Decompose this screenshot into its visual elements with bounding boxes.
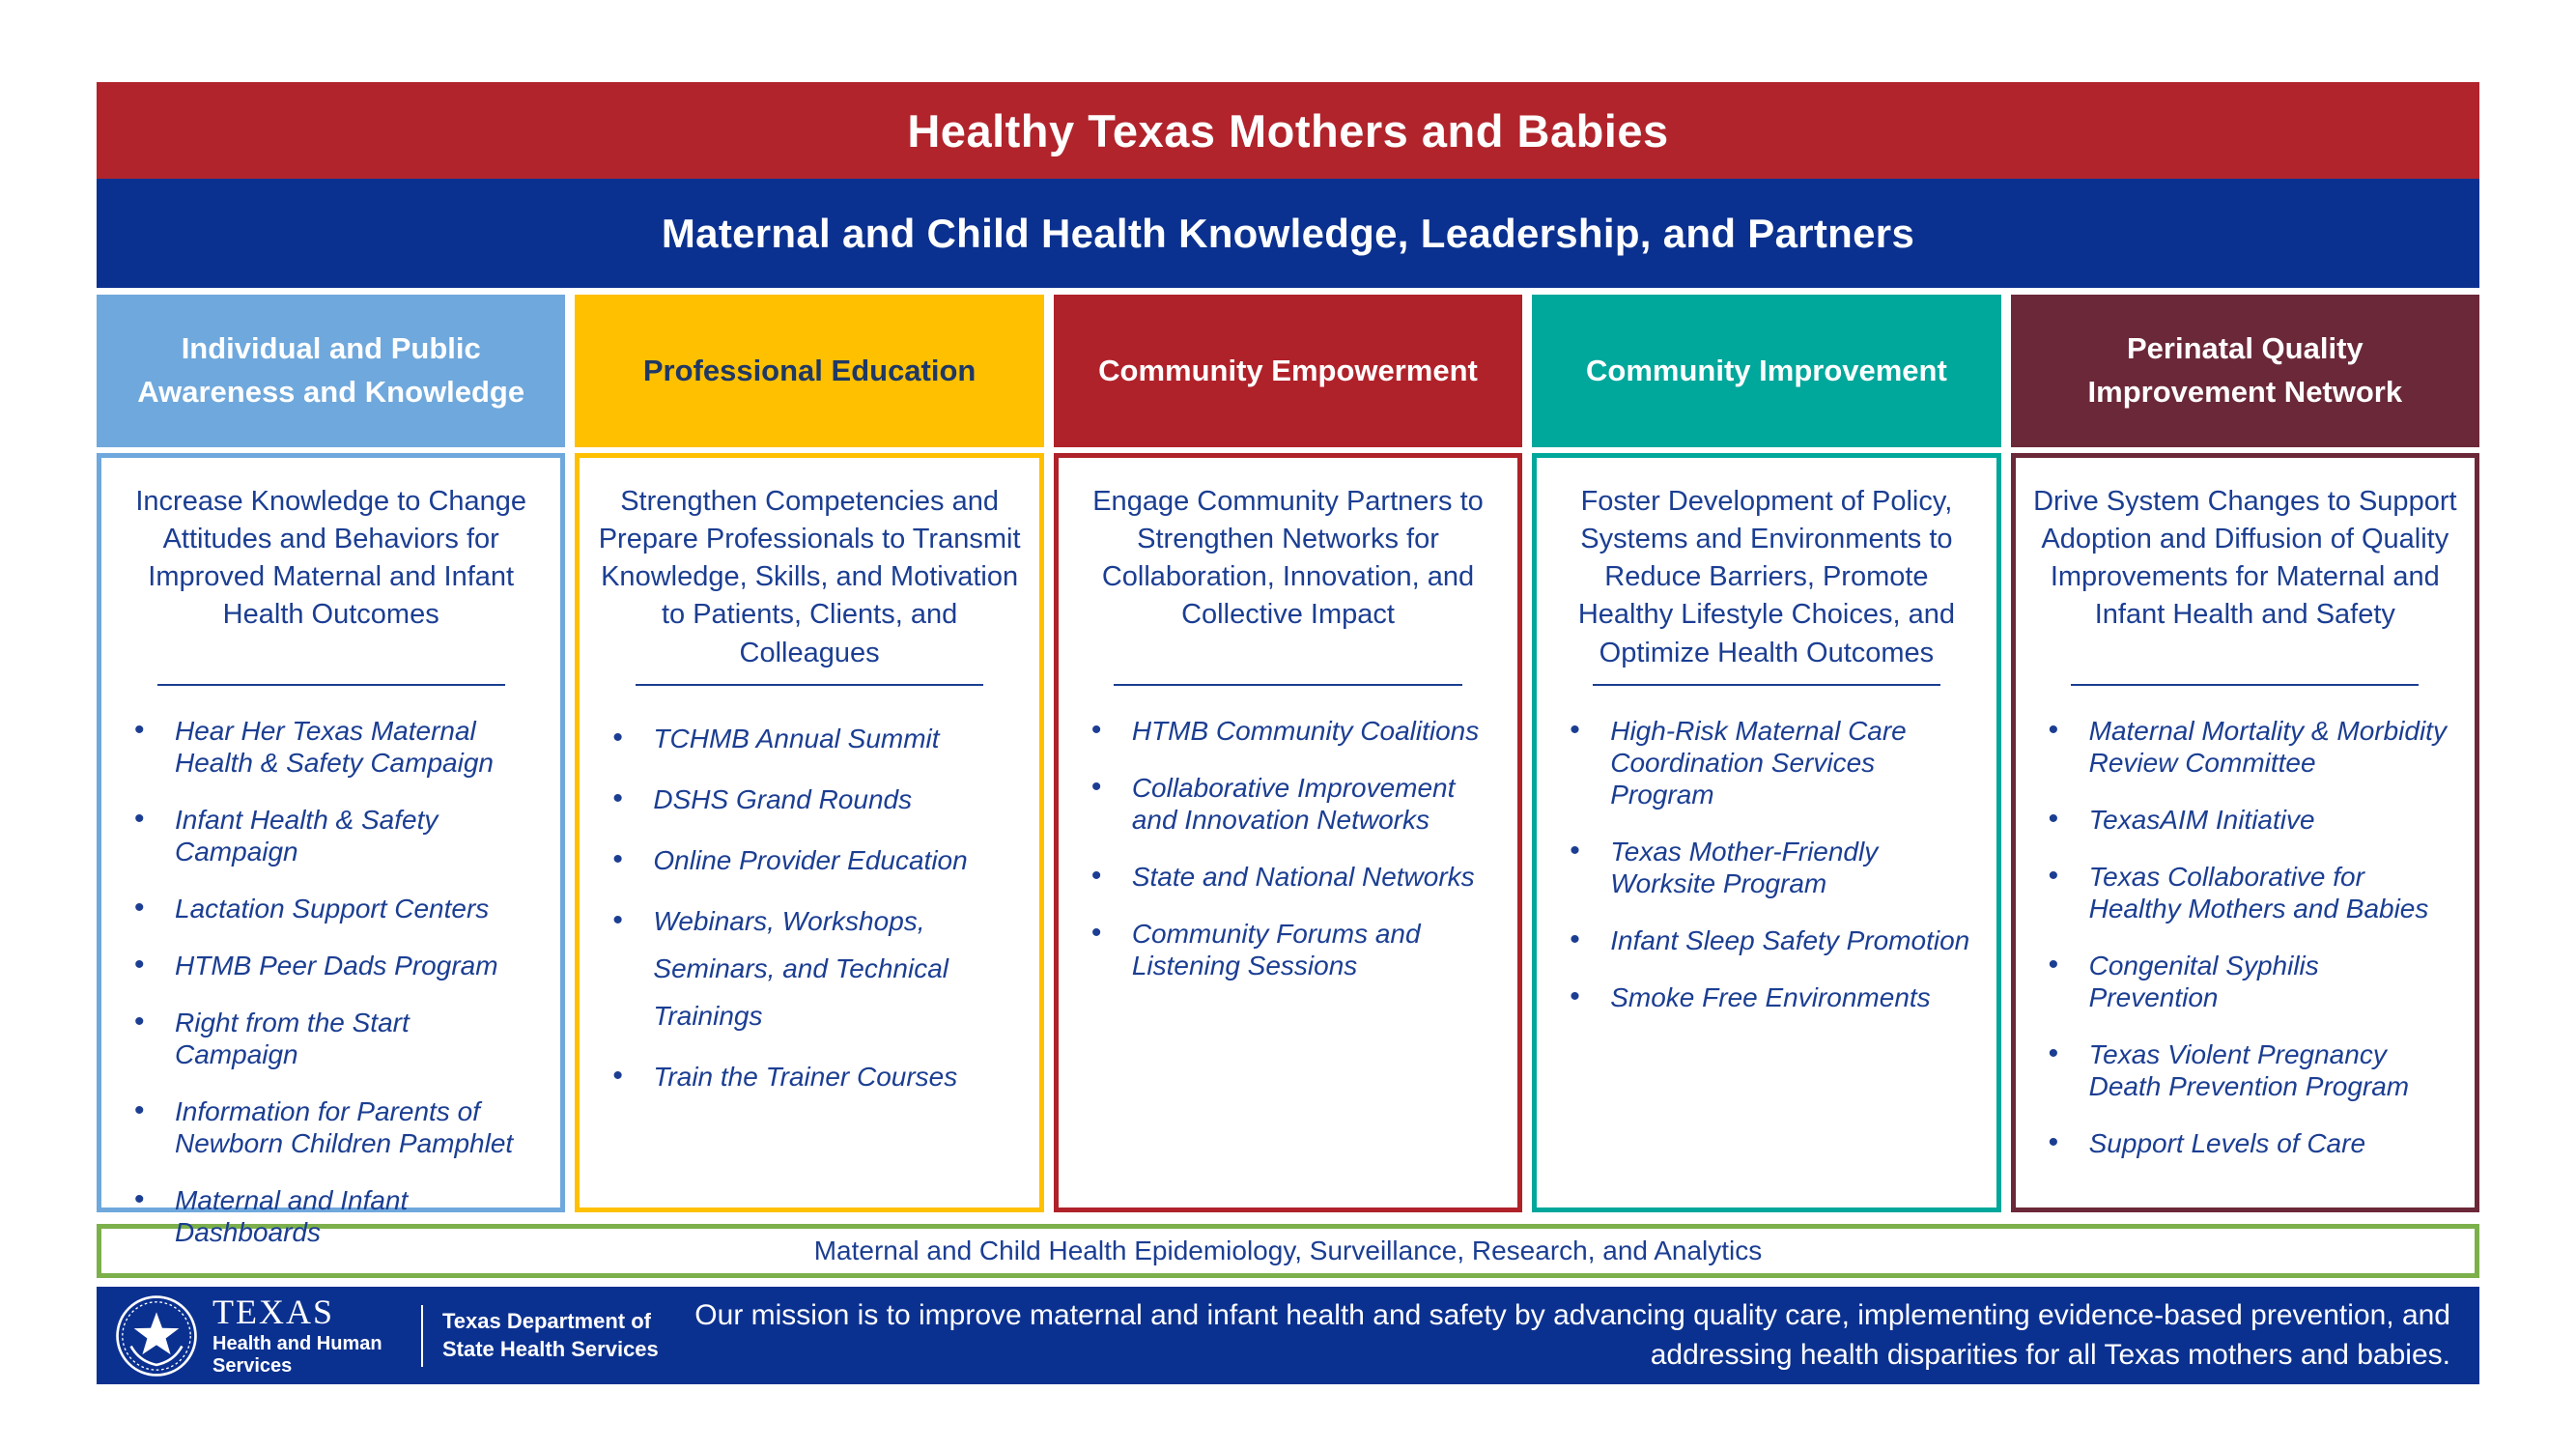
pillar-program-list xyxy=(119,715,543,1248)
pillar-header-label: Individual and Public Awareness and Knowledge xyxy=(137,331,525,409)
pillar-column-individual-public-awareness xyxy=(97,295,565,1248)
pillar-program-list xyxy=(2033,715,2457,1159)
program-item: • Infant Health & Safety Campaign xyxy=(127,804,539,867)
program-item: • Webinars, Workshops, Seminars, and Technical Trainings xyxy=(605,897,1017,1039)
pillar-header-label: Community Improvement xyxy=(1586,353,1947,387)
pillar-header-label: Perinatal Quality Improvement Network xyxy=(2087,331,2403,409)
pillar-divider xyxy=(1114,684,1461,686)
program-item: • Texas Violent Pregnancy Death Prevention Program xyxy=(2041,1038,2453,1102)
pillar-column-professional-education xyxy=(575,295,1043,1212)
program-title: Healthy Texas Mothers and Babies xyxy=(907,104,1669,156)
pillar-header-label: Community Empowerment xyxy=(1098,353,1478,387)
program-item: • Congenital Syphilis Prevention xyxy=(2041,950,2453,1013)
pillar-divider xyxy=(1593,684,1940,686)
pillar-program-list xyxy=(597,715,1021,1100)
agency-brand xyxy=(114,1293,674,1378)
program-item: • Hear Her Texas Maternal Health & Safety Campaign xyxy=(127,715,539,779)
pillar-header xyxy=(575,295,1043,447)
pillar-divider xyxy=(157,684,505,686)
pillar-column-community-empowerment xyxy=(1054,295,1522,1212)
pillar-columns xyxy=(97,295,2479,1248)
program-item: • DSHS Grand Rounds xyxy=(605,776,1017,823)
pillar-divider xyxy=(636,684,983,686)
pillar-description: Foster Development of Policy, Systems and Environments to Reduce Barriers, Promote Healthy Lifestyle Choices, and Optimize Health Outcomes xyxy=(1577,486,1955,668)
pillar-body xyxy=(2011,453,2479,1212)
program-item: • Smoke Free Environments xyxy=(1562,981,1974,1013)
pillar-header xyxy=(1054,295,1522,447)
program-item: • High-Risk Maternal Care Coordination Services Program xyxy=(1562,715,1974,810)
brand-divider xyxy=(421,1305,423,1367)
pillar-divider xyxy=(2071,684,2419,686)
program-item: • State and National Networks xyxy=(1084,861,1496,893)
mission-statement: Our mission is to improve maternal and infant health and safety by advancing quality care, implementing evidence-based prevention, and addressing health disparities for all Texas mothers and babies. xyxy=(694,1299,2450,1371)
epidemiology-bar-label: Maternal and Child Health Epidemiology, Surveillance, Research, and Analytics xyxy=(813,1236,1763,1265)
poster-content xyxy=(97,82,2479,1384)
program-item: • Maternal and Infant Dashboards xyxy=(127,1184,539,1248)
program-item: • Community Forums and Listening Sessions xyxy=(1084,918,1496,981)
program-item: • Support Levels of Care xyxy=(2041,1127,2453,1159)
program-item: • Right from the Start Campaign xyxy=(127,1007,539,1070)
agency-name: TEXAS xyxy=(212,1292,334,1331)
program-item: • Maternal Mortality & Morbidity Review Committee xyxy=(2041,715,2453,779)
pillar-body xyxy=(1532,453,2000,1212)
pillar-column-community-improvement xyxy=(1532,295,2000,1212)
footer xyxy=(97,1287,2479,1384)
pillar-body xyxy=(1054,453,1522,1212)
program-item: • Texas Collaborative for Healthy Mothers and Babies xyxy=(2041,861,2453,924)
program-title-banner xyxy=(97,82,2479,179)
pillar-header-label: Professional Education xyxy=(642,353,977,387)
pillar-description: Increase Knowledge to Change Attitudes and Behaviors for Improved Maternal and Infant Health Outcomes xyxy=(135,486,527,631)
program-item: • TexasAIM Initiative xyxy=(2041,804,2453,836)
program-item: • Infant Sleep Safety Promotion xyxy=(1562,924,1974,956)
pillar-header xyxy=(2011,295,2479,447)
texas-hhs-seal-icon xyxy=(114,1293,199,1378)
pillar-body xyxy=(97,453,565,1248)
pillar-header xyxy=(1532,295,2000,447)
pillar-description: Drive System Changes to Support Adoption and Diffusion of Quality Improvements for Maternal and Infant Health and Safety xyxy=(2033,486,2457,631)
program-item: • Collaborative Improvement and Innovation Networks xyxy=(1084,772,1496,836)
pillar-description: Strengthen Competencies and Prepare Professionals to Transmit Knowledge, Skills, and Motivation to Patients, Clients, and Colleagues xyxy=(598,486,1021,668)
program-item: • Texas Mother-Friendly Worksite Program xyxy=(1562,836,1974,899)
program-item: • Train the Trainer Courses xyxy=(605,1053,1017,1100)
pillar-column-perinatal-quality-improvement-network xyxy=(2011,295,2479,1212)
program-item: • HTMB Peer Dads Program xyxy=(127,950,539,981)
framework-subtitle-banner xyxy=(97,179,2479,288)
agency-subname: Health and Human Services xyxy=(212,1332,382,1377)
program-item: • Online Provider Education xyxy=(605,837,1017,884)
program-item: • Information for Parents of Newborn Children Pamphlet xyxy=(127,1095,539,1159)
pillar-program-list xyxy=(1076,715,1500,981)
pillar-description: Engage Community Partners to Strengthen Networks for Collaboration, Innovation, and Collective Impact xyxy=(1092,486,1484,631)
program-item: • TCHMB Annual Summit xyxy=(605,715,1017,762)
framework-subtitle: Maternal and Child Health Knowledge, Leadership, and Partners xyxy=(661,210,1915,256)
agency-text xyxy=(212,1294,402,1378)
department-name: Texas Department of State Health Services xyxy=(442,1308,659,1361)
program-item: • HTMB Community Coalitions xyxy=(1084,715,1496,747)
pillar-program-list xyxy=(1554,715,1978,1013)
pillar-header xyxy=(97,295,565,447)
pillar-body xyxy=(575,453,1043,1212)
program-item: • Lactation Support Centers xyxy=(127,893,539,924)
